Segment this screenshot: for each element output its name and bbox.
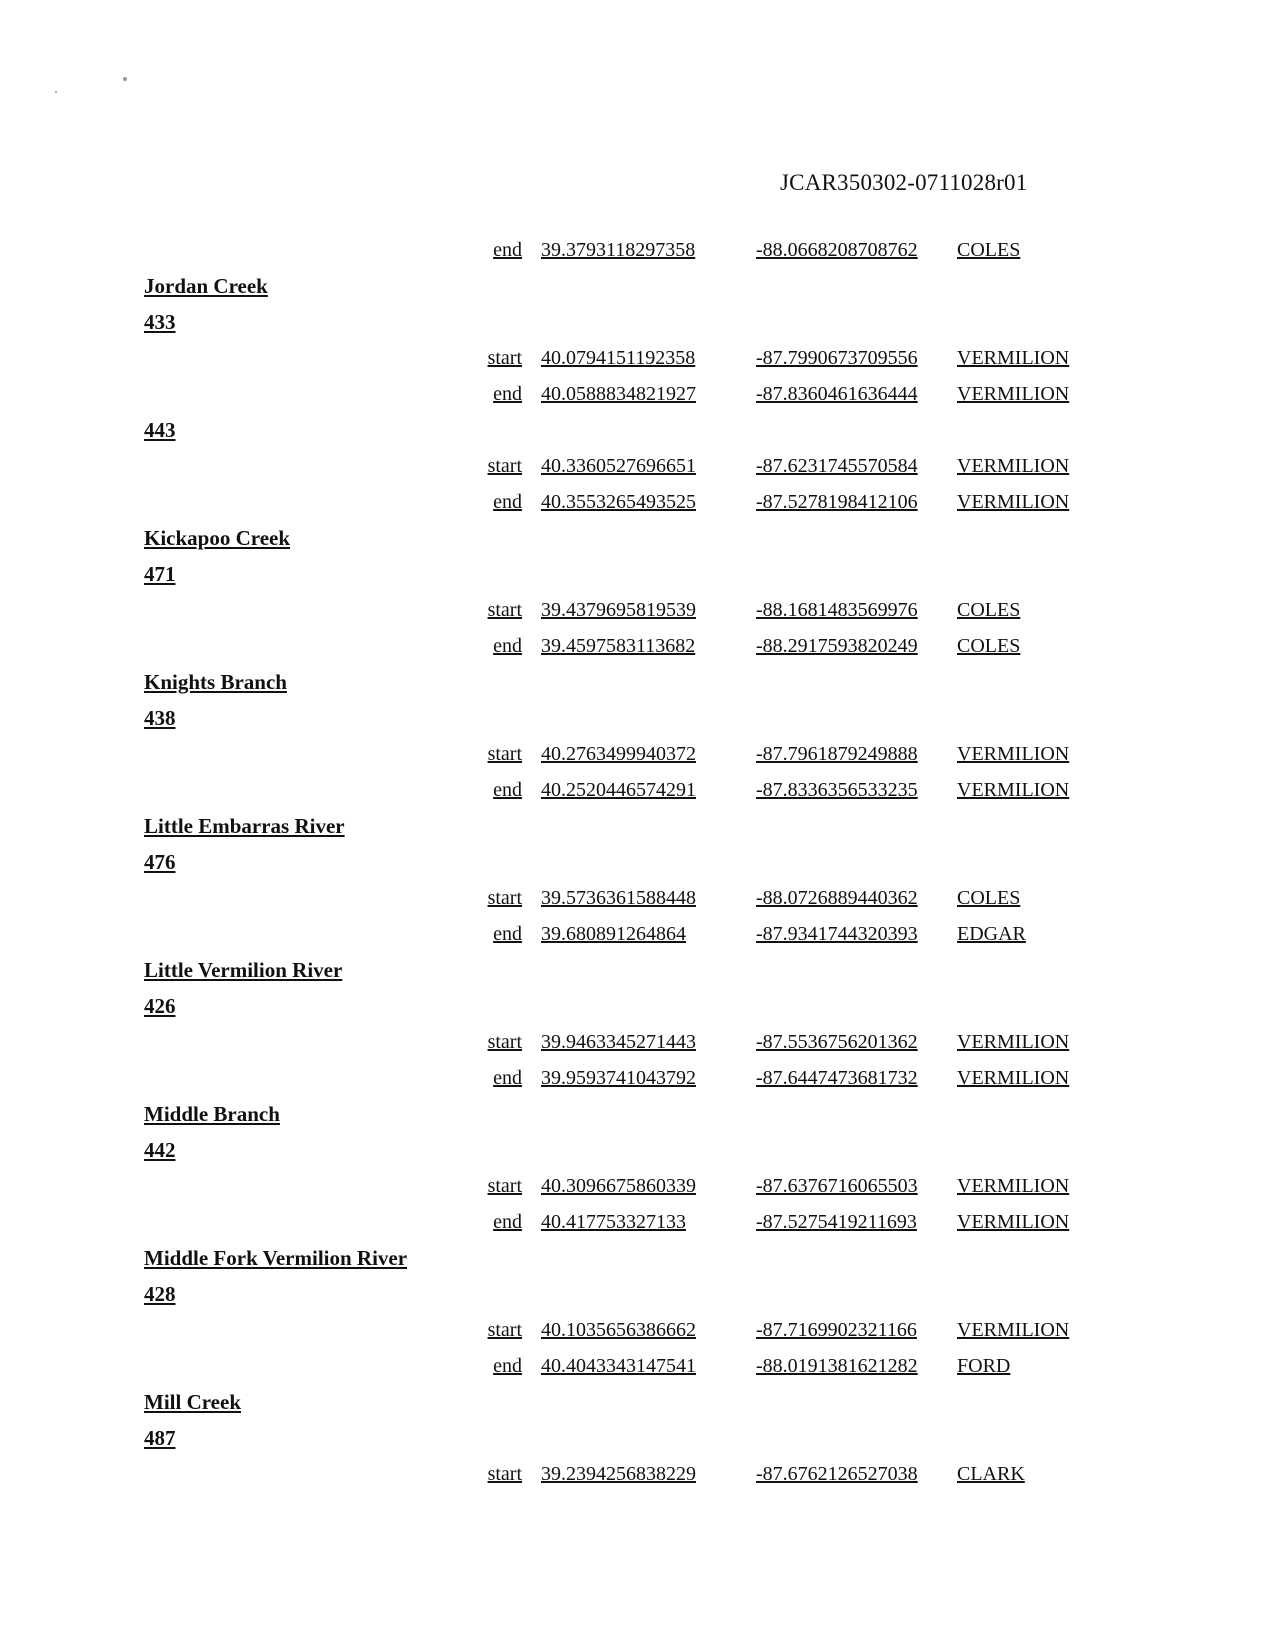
latitude: 40.2520446574291: [541, 779, 696, 801]
county: COLES: [957, 635, 1021, 657]
segment-id: 428: [144, 1282, 176, 1306]
coordinate-row: [0, 916, 1276, 952]
stream-name-row: [0, 664, 1276, 700]
longitude: -87.7169902321166: [756, 1319, 917, 1341]
longitude: -87.5275419211693: [756, 1211, 917, 1233]
coordinate-row: [0, 880, 1276, 916]
stream-name-row: [0, 268, 1276, 304]
longitude: -87.9341744320393: [756, 923, 918, 945]
stream-name-row: [0, 1384, 1276, 1420]
longitude: -88.1681483569976: [756, 599, 918, 621]
point-type: end: [493, 239, 522, 261]
latitude: 40.3553265493525: [541, 491, 696, 513]
latitude: 39.5736361588448: [541, 887, 696, 909]
coordinate-row: [0, 232, 1276, 268]
coordinate-row: [0, 484, 1276, 520]
county: VERMILION: [957, 491, 1070, 513]
county: VERMILION: [957, 1175, 1070, 1197]
stream-name-row: [0, 520, 1276, 556]
segment-id: 426: [144, 994, 176, 1018]
segment-id-row: [0, 1420, 1276, 1456]
segment-id-row: [0, 556, 1276, 592]
county: VERMILION: [957, 1319, 1070, 1341]
longitude: -87.5278198412106: [756, 491, 918, 513]
segment-id: 476: [144, 850, 176, 874]
segment-id-row: [0, 844, 1276, 880]
latitude: 39.4379695819539: [541, 599, 696, 621]
county: VERMILION: [957, 347, 1070, 369]
longitude: -87.7961879249888: [756, 743, 918, 765]
point-type: end: [493, 779, 522, 801]
county: VERMILION: [957, 779, 1070, 801]
stream-name-row: [0, 952, 1276, 988]
latitude: 40.2763499940372: [541, 743, 696, 765]
point-type: start: [487, 887, 522, 909]
county: FORD: [957, 1355, 1011, 1377]
segment-id-row: [0, 412, 1276, 448]
point-type: start: [487, 599, 522, 621]
stream-name: Little Embarras River: [144, 814, 345, 838]
stream-name: Middle Fork Vermilion River: [144, 1246, 408, 1270]
point-type: start: [487, 1031, 522, 1053]
longitude: -87.7990673709556: [756, 347, 918, 369]
point-type: end: [493, 1067, 522, 1089]
segment-id: 487: [144, 1426, 176, 1450]
county: COLES: [957, 239, 1021, 261]
stream-segment-list: [0, 232, 1276, 1492]
county: EDGAR: [957, 923, 1026, 945]
segment-id-row: [0, 988, 1276, 1024]
stream-name: Knights Branch: [144, 670, 287, 694]
latitude: 39.680891264864: [541, 923, 686, 945]
segment-id-row: [0, 1276, 1276, 1312]
latitude: 40.4043343147541: [541, 1355, 696, 1377]
coordinate-row: [0, 1024, 1276, 1060]
coordinate-row: [0, 340, 1276, 376]
coordinate-row: [0, 736, 1276, 772]
latitude: 39.9593741043792: [541, 1067, 696, 1089]
scan-speck: [123, 77, 127, 81]
coordinate-row: [0, 592, 1276, 628]
point-type: end: [493, 1211, 522, 1233]
stream-name: Little Vermilion River: [144, 958, 343, 982]
point-type: start: [487, 1463, 522, 1485]
county: VERMILION: [957, 743, 1070, 765]
latitude: 40.0588834821927: [541, 383, 696, 405]
coordinate-row: [0, 1348, 1276, 1384]
stream-name: Kickapoo Creek: [144, 526, 291, 550]
coordinate-row: [0, 1060, 1276, 1096]
county: COLES: [957, 599, 1021, 621]
latitude: 40.417753327133: [541, 1211, 686, 1233]
point-type: end: [493, 635, 522, 657]
longitude: -87.6231745570584: [756, 455, 918, 477]
coordinate-row: [0, 1204, 1276, 1240]
segment-id-row: [0, 1132, 1276, 1168]
coordinate-row: [0, 1456, 1276, 1492]
latitude: 40.0794151192358: [541, 347, 696, 369]
county: VERMILION: [957, 1031, 1070, 1053]
longitude: -87.6447473681732: [756, 1067, 918, 1089]
document-id: JCAR350302-0711028r01: [780, 170, 1028, 195]
longitude: -88.0668208708762: [756, 239, 918, 261]
point-type: end: [493, 383, 522, 405]
county: COLES: [957, 887, 1021, 909]
county: VERMILION: [957, 383, 1070, 405]
segment-id-row: [0, 700, 1276, 736]
point-type: start: [487, 743, 522, 765]
coordinate-row: [0, 448, 1276, 484]
latitude: 40.3360527696651: [541, 455, 696, 477]
stream-name: Mill Creek: [144, 1390, 242, 1414]
latitude: 39.4597583113682: [541, 635, 696, 657]
latitude: 39.3793118297358: [541, 239, 696, 261]
longitude: -88.0726889440362: [756, 887, 918, 909]
point-type: end: [493, 491, 522, 513]
stream-name: Jordan Creek: [144, 274, 268, 298]
stream-name-row: [0, 1096, 1276, 1132]
county: VERMILION: [957, 1067, 1070, 1089]
segment-id: 443: [144, 418, 176, 442]
segment-id-row: [0, 304, 1276, 340]
longitude: -87.5536756201362: [756, 1031, 918, 1053]
segment-id: 442: [144, 1138, 176, 1162]
latitude: 39.9463345271443: [541, 1031, 696, 1053]
latitude: 40.3096675860339: [541, 1175, 696, 1197]
segment-id: 438: [144, 706, 176, 730]
longitude: -88.0191381621282: [756, 1355, 918, 1377]
longitude: -87.6762126527038: [756, 1463, 918, 1485]
longitude: -87.6376716065503: [756, 1175, 918, 1197]
point-type: end: [493, 1355, 522, 1377]
longitude: -87.8336356533235: [756, 779, 918, 801]
coordinate-row: [0, 1168, 1276, 1204]
coordinate-row: [0, 628, 1276, 664]
longitude: -87.8360461636444: [756, 383, 918, 405]
point-type: start: [487, 1175, 522, 1197]
latitude: 40.1035656386662: [541, 1319, 696, 1341]
stream-name-row: [0, 1240, 1276, 1276]
coordinate-row: [0, 772, 1276, 808]
latitude: 39.2394256838229: [541, 1463, 696, 1485]
county: VERMILION: [957, 1211, 1070, 1233]
stream-name: Middle Branch: [144, 1102, 280, 1126]
coordinate-row: [0, 1312, 1276, 1348]
point-type: end: [493, 923, 522, 945]
county: VERMILION: [957, 455, 1070, 477]
stream-name-row: [0, 808, 1276, 844]
segment-id: 433: [144, 310, 176, 334]
county: CLARK: [957, 1463, 1025, 1485]
point-type: start: [487, 347, 522, 369]
point-type: start: [487, 455, 522, 477]
longitude: -88.2917593820249: [756, 635, 918, 657]
point-type: start: [487, 1319, 522, 1341]
segment-id: 471: [144, 562, 176, 586]
coordinate-row: [0, 376, 1276, 412]
scan-speck: [55, 91, 57, 93]
